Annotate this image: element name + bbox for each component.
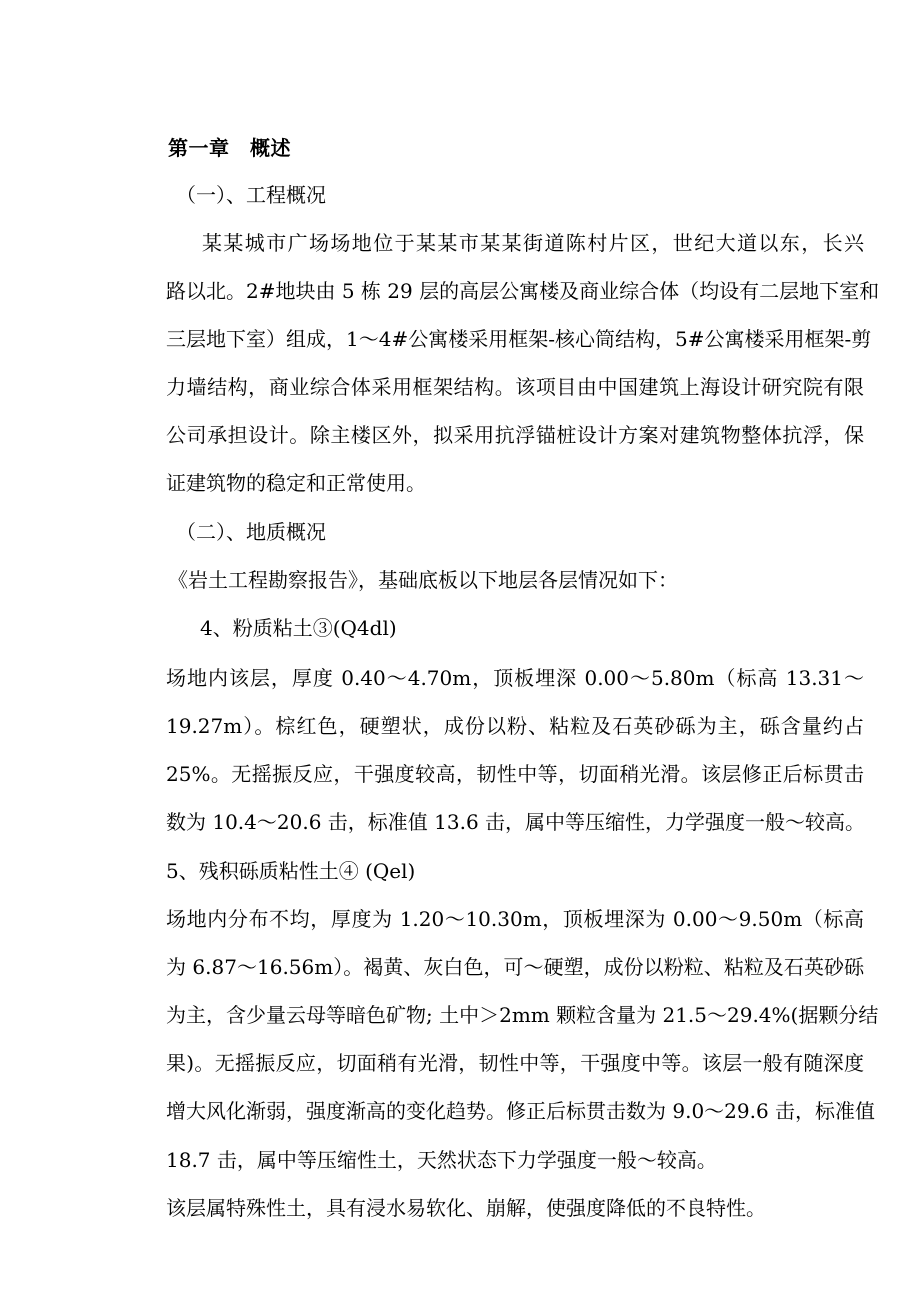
layer-title-silty-clay: 4、粉质粘土③(Q4dl) xyxy=(200,616,397,640)
paragraph-line: 场地内分布不均，厚度为 1.20～10.30m，顶板埋深为 0.00～9.50m（标高 xyxy=(166,907,864,931)
section-heading-project-overview: （一）、工程概况 xyxy=(176,183,326,207)
paragraph-line: 力墙结构，商业综合体采用框架结构。该项目由中国建筑上海设计研究院有限 xyxy=(166,375,864,399)
paragraph-line: 数为 10.4～20.6 击，标准值 13.6 击，属中等压缩性，力学强度一般～较高。 xyxy=(166,810,866,834)
paragraph-line: 证建筑物的稳定和正常使用。 xyxy=(166,471,426,495)
paragraph-line: 三层地下室）组成，1～4#公寓楼采用框架-核心筒结构，5#公寓楼采用框架-剪 xyxy=(166,327,872,351)
paragraph-line: 19.27m）。棕红色，硬塑状，成份以粉、粘粒及石英砂砾为主，砾含量约占 xyxy=(166,714,864,738)
layer-title-residual-soil: 5、残积砾质粘性土④ (Qel) xyxy=(166,859,416,883)
paragraph-line: 果)。无摇振反应，切面稍有光滑，韧性中等，干强度中等。该层一般有随深度 xyxy=(166,1051,864,1075)
paragraph-line: 公司承担设计。除主楼区外，拟采用抗浮锚桩设计方案对建筑物整体抗浮，保 xyxy=(166,423,864,447)
geology-intro: 《岩土工程勘察报告》，基础底板以下地层各层情况如下： xyxy=(168,568,678,592)
paragraph-line: 增大风化渐弱，强度渐高的变化趋势。修正后标贯击数为 9.0～29.6 击，标准值 xyxy=(166,1099,876,1123)
paragraph-line: 为 6.87～16.56m）。褐黄、灰白色，可～硬塑，成份以粉粒、粘粒及石英砂砾 xyxy=(166,955,864,979)
paragraph-line: 场地内该层，厚度 0.40～4.70m，顶板埋深 0.00～5.80m（标高 13.31～ xyxy=(166,666,864,690)
paragraph-line: 25%。无摇振反应，干强度较高，韧性中等，切面稍光滑。该层修正后标贯击 xyxy=(166,762,864,786)
section-heading-geology: （二）、地质概况 xyxy=(176,520,326,544)
paragraph-line: 为主，含少量云母等暗色矿物; 土中＞2mm 颗粒含量为 21.5～29.4%(据颗分结 xyxy=(166,1003,879,1027)
chapter-title: 第一章 概述 xyxy=(168,136,291,160)
special-soil-note: 该层属特殊性土，具有浸水易软化、崩解，使强度降低的不良特性。 xyxy=(166,1196,766,1220)
paragraph-line: 路以北。2#地块由 5 栋 29 层的高层公寓楼及商业综合体（均设有二层地下室和 xyxy=(166,279,880,303)
paragraph-line: 某某城市广场场地位于某某市某某街道陈村片区，世纪大道以东，长兴 xyxy=(202,231,864,255)
paragraph-line: 18.7 击，属中等压缩性土，天然状态下力学强度一般～较高。 xyxy=(166,1148,717,1172)
